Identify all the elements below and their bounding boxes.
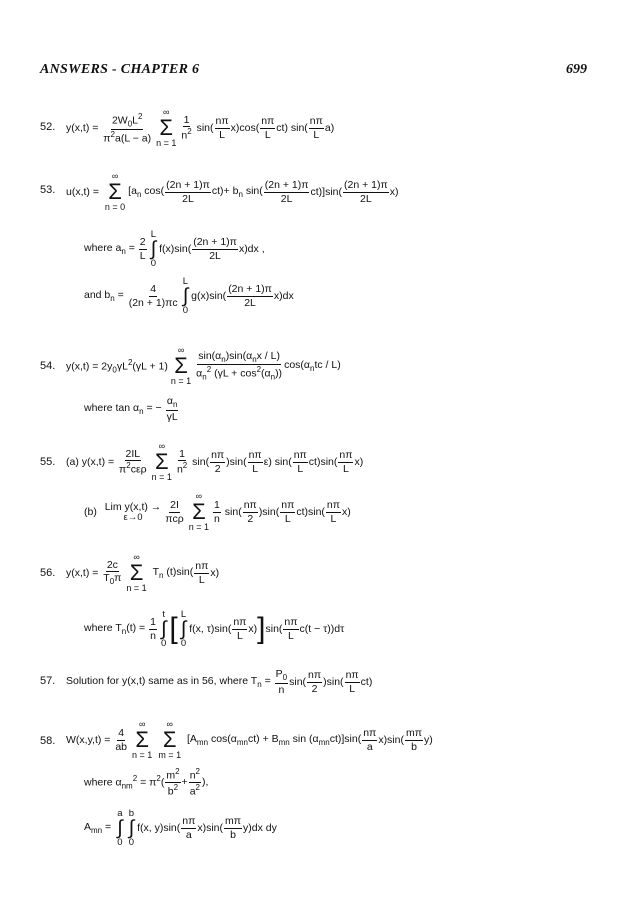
equation-54: $y(x,t) = 2y_0\gamma L^2(\gamma L + 1)$ ∞ Σ n = 1 $\frac{\sin(\alpha_n)\sin(\alpha_nx / L)}{\alpha_n^2 (\gamma L + \cos^2(\alpha_n))}$ $\cos(\alpha_ntc / L)$ <box>66 345 341 386</box>
answer-number: 54. <box>40 360 56 372</box>
equation-58: W(x,y,t) = $\frac{4}{ab}$ ∞ Σ n = 1 ∞ Σ m = 1 [$A_{mn}$ $\cos(\alpha_{mn}ct) + B_{mn}$ $\sin (\alpha_{mn}ct)]\sin$( $\frac{n\pi}{a}$ x)sin( $\frac{m\pi}{b}$ y) <box>66 719 433 760</box>
Amn-definition: $A_{mn}$ = a ∫ 0 b ∫ 0 f(x, y)sin( $\frac{n\pi}{a}$ x)sin( $\frac{m\pi}{b}$ y)dx dy <box>84 807 277 848</box>
equation-53: u(x,t) = ∞ Σ n = 0 [$a_n$ cos( $\frac{(2n + 1)\pi}{2L}$ $ct)+ b_n$ sin( $\frac{(2n + 1)\pi}{2L}$ ct)]sin( $\frac{(2n + 1)\pi}{2L}$ x) <box>66 171 399 212</box>
equation-57: Solution for y(x,t) same as in 56, where $T_n$ = $\frac{P_0}{n}$ sin( $\frac{n\pi}{2}$ )sin( $\frac{n\pi}{L}$ ct) <box>66 668 373 696</box>
answer-number: 55. <box>40 456 56 468</box>
coefficient-an: where $a_n$ = $\frac{2}{L}$ L ∫ 0 f(x)sin( $\frac{(2n + 1)\pi}{2L}$ x)dx , <box>84 228 265 269</box>
page-number: 699 <box>566 62 587 77</box>
answer-number: 56. <box>40 567 56 579</box>
equation-55b: (b) Lim y(x,t) → ε→0 $\frac{2I}{\text{πcρ}}$ ∞ Σ n = 1 $\frac{1}{n}$ sin( $\frac{n\pi}{2}$ )sin( $\frac{n\pi}{L}$ ct)sin( $\frac{n\pi}{L}$ x) <box>84 491 351 532</box>
alpha-mn-definition: where $\alpha_{nm}^2 = \pi^2$( $\frac{m^2}{b^2}$ + $\frac{n^2}{a^2}$ ), <box>84 766 209 797</box>
answer-number: 57. <box>40 675 56 687</box>
Tn-definition: where $T_n(t)$ = $\frac{1}{n}$ t ∫ 0 [ L ∫ 0 f(x, τ)sin( $\frac{n\pi}{L}$ x) ] sin( $\frac{n\pi}{L}$ c(t − τ))dτ <box>84 608 345 649</box>
answer-number: 53. <box>40 184 56 196</box>
equation-55a: (a) y(x,t) = $\frac{2IL}{\pi^2c\varepsilon\rho}$ ∞ Σ n = 1 $\frac{1}{n^2}$ sin( $\frac{n\pi}{2}$ )sin( $\frac{n\pi}{L}$ ε) sin( $\frac{n\pi}{L}$ ct)sin( $\frac{n\pi}{L}$ x) <box>66 441 364 482</box>
running-header: ANSWERS - CHAPTER 6 <box>40 62 200 77</box>
coefficient-bn: and $b_n$ = $\frac{4}{(2n + 1)\pi c}$ L ∫ 0 g(x)sin( $\frac{(2n + 1)\pi}{2L}$ x)dx <box>84 275 294 316</box>
answer-number: 58. <box>40 735 56 747</box>
alpha-condition: where $\tan \alpha_n$ = − $\frac{\alpha_n}{\gamma L}$ <box>84 395 178 423</box>
equation-52: y(x,t) = $\frac{2W_0L^2}{\pi^2a(L - a)}$ ∞ Σ n = 1 $\frac{1}{n^2}$ sin( $\frac{n\pi}{L}$ x)cos( $\frac{n\pi}{L}$ ct) sin( $\frac{n\pi}{L}$ a) <box>66 107 335 148</box>
answer-number: 52. <box>40 121 56 133</box>
equation-56: y(x,t) = $\frac{2c}{T_0\pi}$ ∞ Σ n = 1 $T_n$ (t)sin( $\frac{n\pi}{L}$ x) <box>66 552 220 593</box>
